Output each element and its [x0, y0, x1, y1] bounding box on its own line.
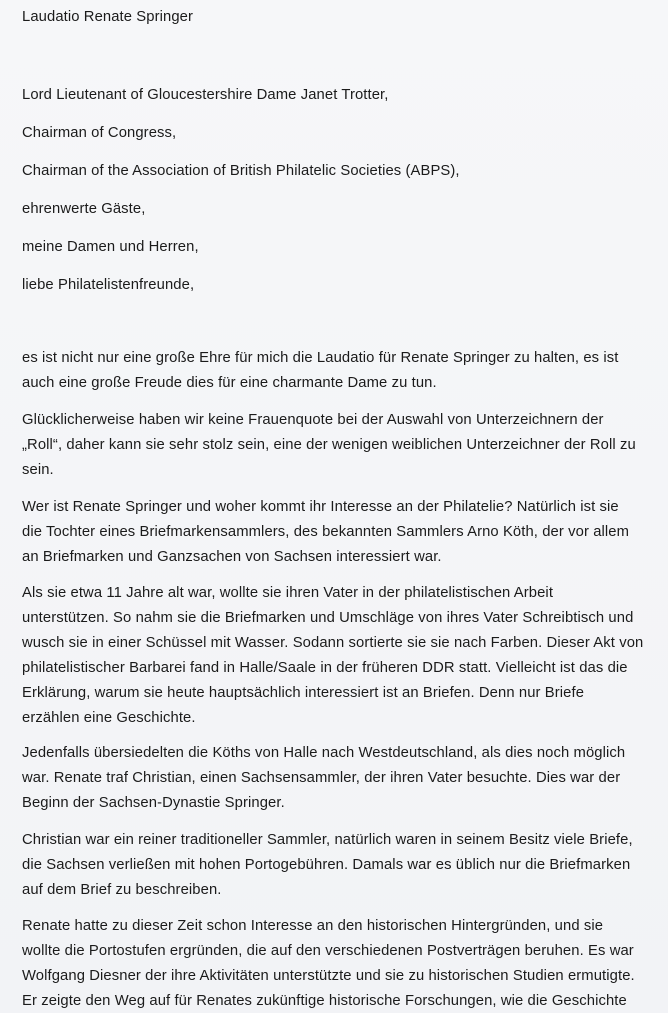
- paragraph-line: auch eine große Freude dies für eine charmante Dame zu tun.: [22, 375, 437, 391]
- paragraph-line: erzählen eine Geschichte.: [22, 710, 196, 726]
- paragraph-line: war. Renate traf Christian, einen Sachsensammler, der ihren Vater besuchte. Dies war der: [22, 770, 621, 786]
- paragraph-line: Christian war ein reiner traditioneller Sammler, natürlich waren in seinem Besitz viele Briefe,: [22, 832, 633, 848]
- paragraph-line: wusch sie in einer Schüssel mit Wasser. Sodann sortierte sie sie nach Farben. Dieser Akt von: [22, 635, 644, 651]
- paragraph-line: Wolfgang Diesner der ihre Aktivitäten unterstützte und sie zu historischen Studien ermutigte.: [22, 968, 635, 984]
- paragraph-line: Als sie etwa 11 Jahre alt war, wollte sie ihren Vater in der philatelistischen Arbeit: [22, 585, 554, 601]
- salutation-line: liebe Philatelistenfreunde,: [22, 277, 195, 293]
- paragraph-line: Wer ist Renate Springer und woher kommt ihr Interesse an der Philatelie? Natürlich ist sie: [22, 499, 619, 515]
- paragraph-line: Er zeigte den Weg auf für Renates zukünftige historische Forschungen, wie die Geschichte: [22, 993, 627, 1009]
- paragraph-line: die Tochter eines Briefmarkensammlers, des bekannten Sammlers Arno Köth, der vor allem: [22, 524, 630, 540]
- paragraph-line: an Briefmarken und Ganzsachen von Sachsen interessiert war.: [22, 549, 442, 565]
- salutation-line: Lord Lieutenant of Gloucestershire Dame Janet Trotter,: [22, 87, 389, 103]
- salutation-line: ehrenwerte Gäste,: [22, 201, 146, 217]
- paragraph-line: „Roll“, daher kann sie sehr stolz sein, eine der wenigen weiblichen Unterzeichner der Roll zu: [22, 437, 636, 453]
- paragraph-line: Beginn der Sachsen-Dynastie Springer.: [22, 795, 285, 811]
- paragraph-line: wollte die Portostufen ergründen, die auf den verschiedenen Postverträgen beruhen. Es war: [22, 943, 634, 959]
- paragraph-line: auf dem Brief zu beschreiben.: [22, 882, 222, 898]
- document-title: Laudatio Renate Springer: [22, 9, 194, 25]
- paragraph-line: sein.: [22, 462, 54, 478]
- paragraph-line: Erklärung, warum sie heute hauptsächlich interessiert ist an Briefen. Denn nur Briefe: [22, 685, 585, 701]
- salutation-line: Chairman of Congress,: [22, 125, 177, 141]
- paragraph-line: unterstützen. So nahm sie die Briefmarken und Umschläge von ihres Vater Schreibtisch und: [22, 610, 634, 626]
- paragraph-line: es ist nicht nur eine große Ehre für mich die Laudatio für Renate Springer zu halten, es ist: [22, 350, 619, 366]
- paragraph-line: Renate hatte zu dieser Zeit schon Interesse an den historischen Hintergründen, und sie: [22, 918, 604, 934]
- salutation-line: Chairman of the Association of British Philatelic Societies (ABPS),: [22, 163, 460, 179]
- salutation-line: meine Damen und Herren,: [22, 239, 199, 255]
- paragraph-line: philatelistischer Barbarei fand in Halle/Saale in der früheren DDR statt. Vielleicht ist das die: [22, 660, 628, 676]
- paragraph-line: Jedenfalls übersiedelten die Köths von Halle nach Westdeutschland, als dies noch möglich: [22, 745, 626, 761]
- paragraph-line: Glücklicherweise haben wir keine Frauenquote bei der Auswahl von Unterzeichnern der: [22, 412, 604, 428]
- paragraph-line: die Sachsen verließen mit hohen Portogebühren. Damals war es üblich nur die Briefmarken: [22, 857, 631, 873]
